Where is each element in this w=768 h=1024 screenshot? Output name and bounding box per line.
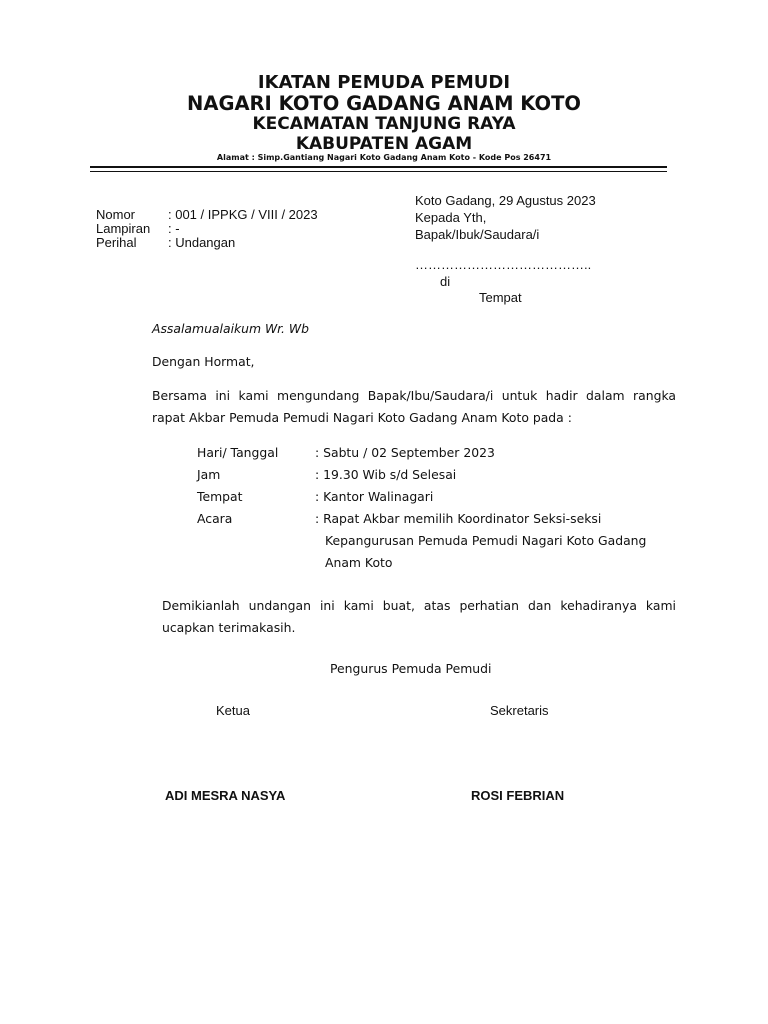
letterhead-organization: IKATAN PEMUDA PEMUDI — [257, 72, 511, 93]
chairman-name: ADI MESRA NASYA — [165, 788, 286, 803]
signature-organization: Pengurus Pemuda Pemudi — [330, 661, 492, 676]
lampiran-label: Lampiran — [96, 221, 151, 236]
recipient-dots: ………………………………….. — [415, 257, 592, 272]
detail-acara-continued-2: Anam Koto — [325, 555, 393, 570]
letterhead-rule-thin — [90, 171, 667, 172]
nomor-label: Nomor — [96, 207, 136, 222]
chairman-title: Ketua — [216, 703, 250, 718]
closing-line-1: Demikianlah undangan ini kami buat, atas perhatian dan kehadiranya kami — [162, 598, 676, 613]
detail-jam-value: : 19.30 Wib s/d Selesai — [315, 467, 457, 482]
detail-tempat-label: Tempat — [197, 489, 243, 504]
recipient-greeting: Kepada Yth, — [415, 210, 487, 225]
lampiran-value: : - — [168, 221, 180, 236]
detail-tempat-value: : Kantor Walinagari — [315, 489, 434, 504]
place-date: Koto Gadang, 29 Agustus 2023 — [415, 193, 596, 208]
perihal-label: Perihal — [96, 235, 137, 250]
detail-acara-continued-1: Kepangurusan Pemuda Pemudi Nagari Koto Gadang — [325, 533, 647, 548]
closing-line-2: ucapkan terimakasih. — [162, 620, 296, 635]
detail-jam-label: Jam — [197, 467, 221, 482]
opening-salutation: Assalamualaikum Wr. Wb — [152, 321, 310, 336]
detail-acara-value: : Rapat Akbar memilih Koordinator Seksi-seksi — [315, 511, 602, 526]
secretary-name: ROSI FEBRIAN — [471, 788, 565, 803]
secretary-title: Sekretaris — [490, 703, 549, 718]
detail-hari-value: : Sabtu / 02 September 2023 — [315, 445, 495, 460]
intro-line-2: rapat Akbar Pemuda Pemudi Nagari Koto Gadang Anam Koto pada : — [152, 410, 572, 425]
perihal-value: : Undangan — [168, 235, 236, 250]
recipient-di: di — [440, 274, 451, 289]
intro-line-1: Bersama ini kami mengundang Bapak/Ibu/Saudara/i untuk hadir dalam rangka — [152, 388, 676, 403]
detail-hari-label: Hari/ Tanggal — [197, 445, 279, 460]
letterhead-nagari: NAGARI KOTO GADANG ANAM KOTO — [187, 92, 581, 115]
detail-acara-label: Acara — [197, 511, 233, 526]
letterhead-kabupaten: KABUPATEN AGAM — [295, 134, 473, 154]
letterhead-rule-thick — [90, 166, 667, 168]
recipient-name: Bapak/Ibuk/Saudara/i — [415, 227, 540, 242]
recipient-place: Tempat — [479, 290, 522, 305]
respect-greeting: Dengan Hormat, — [152, 354, 255, 369]
letterhead-kecamatan: KECAMATAN TANJUNG RAYA — [252, 114, 516, 134]
letterhead-address: Alamat : Simp.Gantiang Nagari Koto Gadang Anam Koto - Kode Pos 26471 — [216, 153, 552, 162]
nomor-value: : 001 / IPPKG / VIII / 2023 — [168, 207, 318, 222]
